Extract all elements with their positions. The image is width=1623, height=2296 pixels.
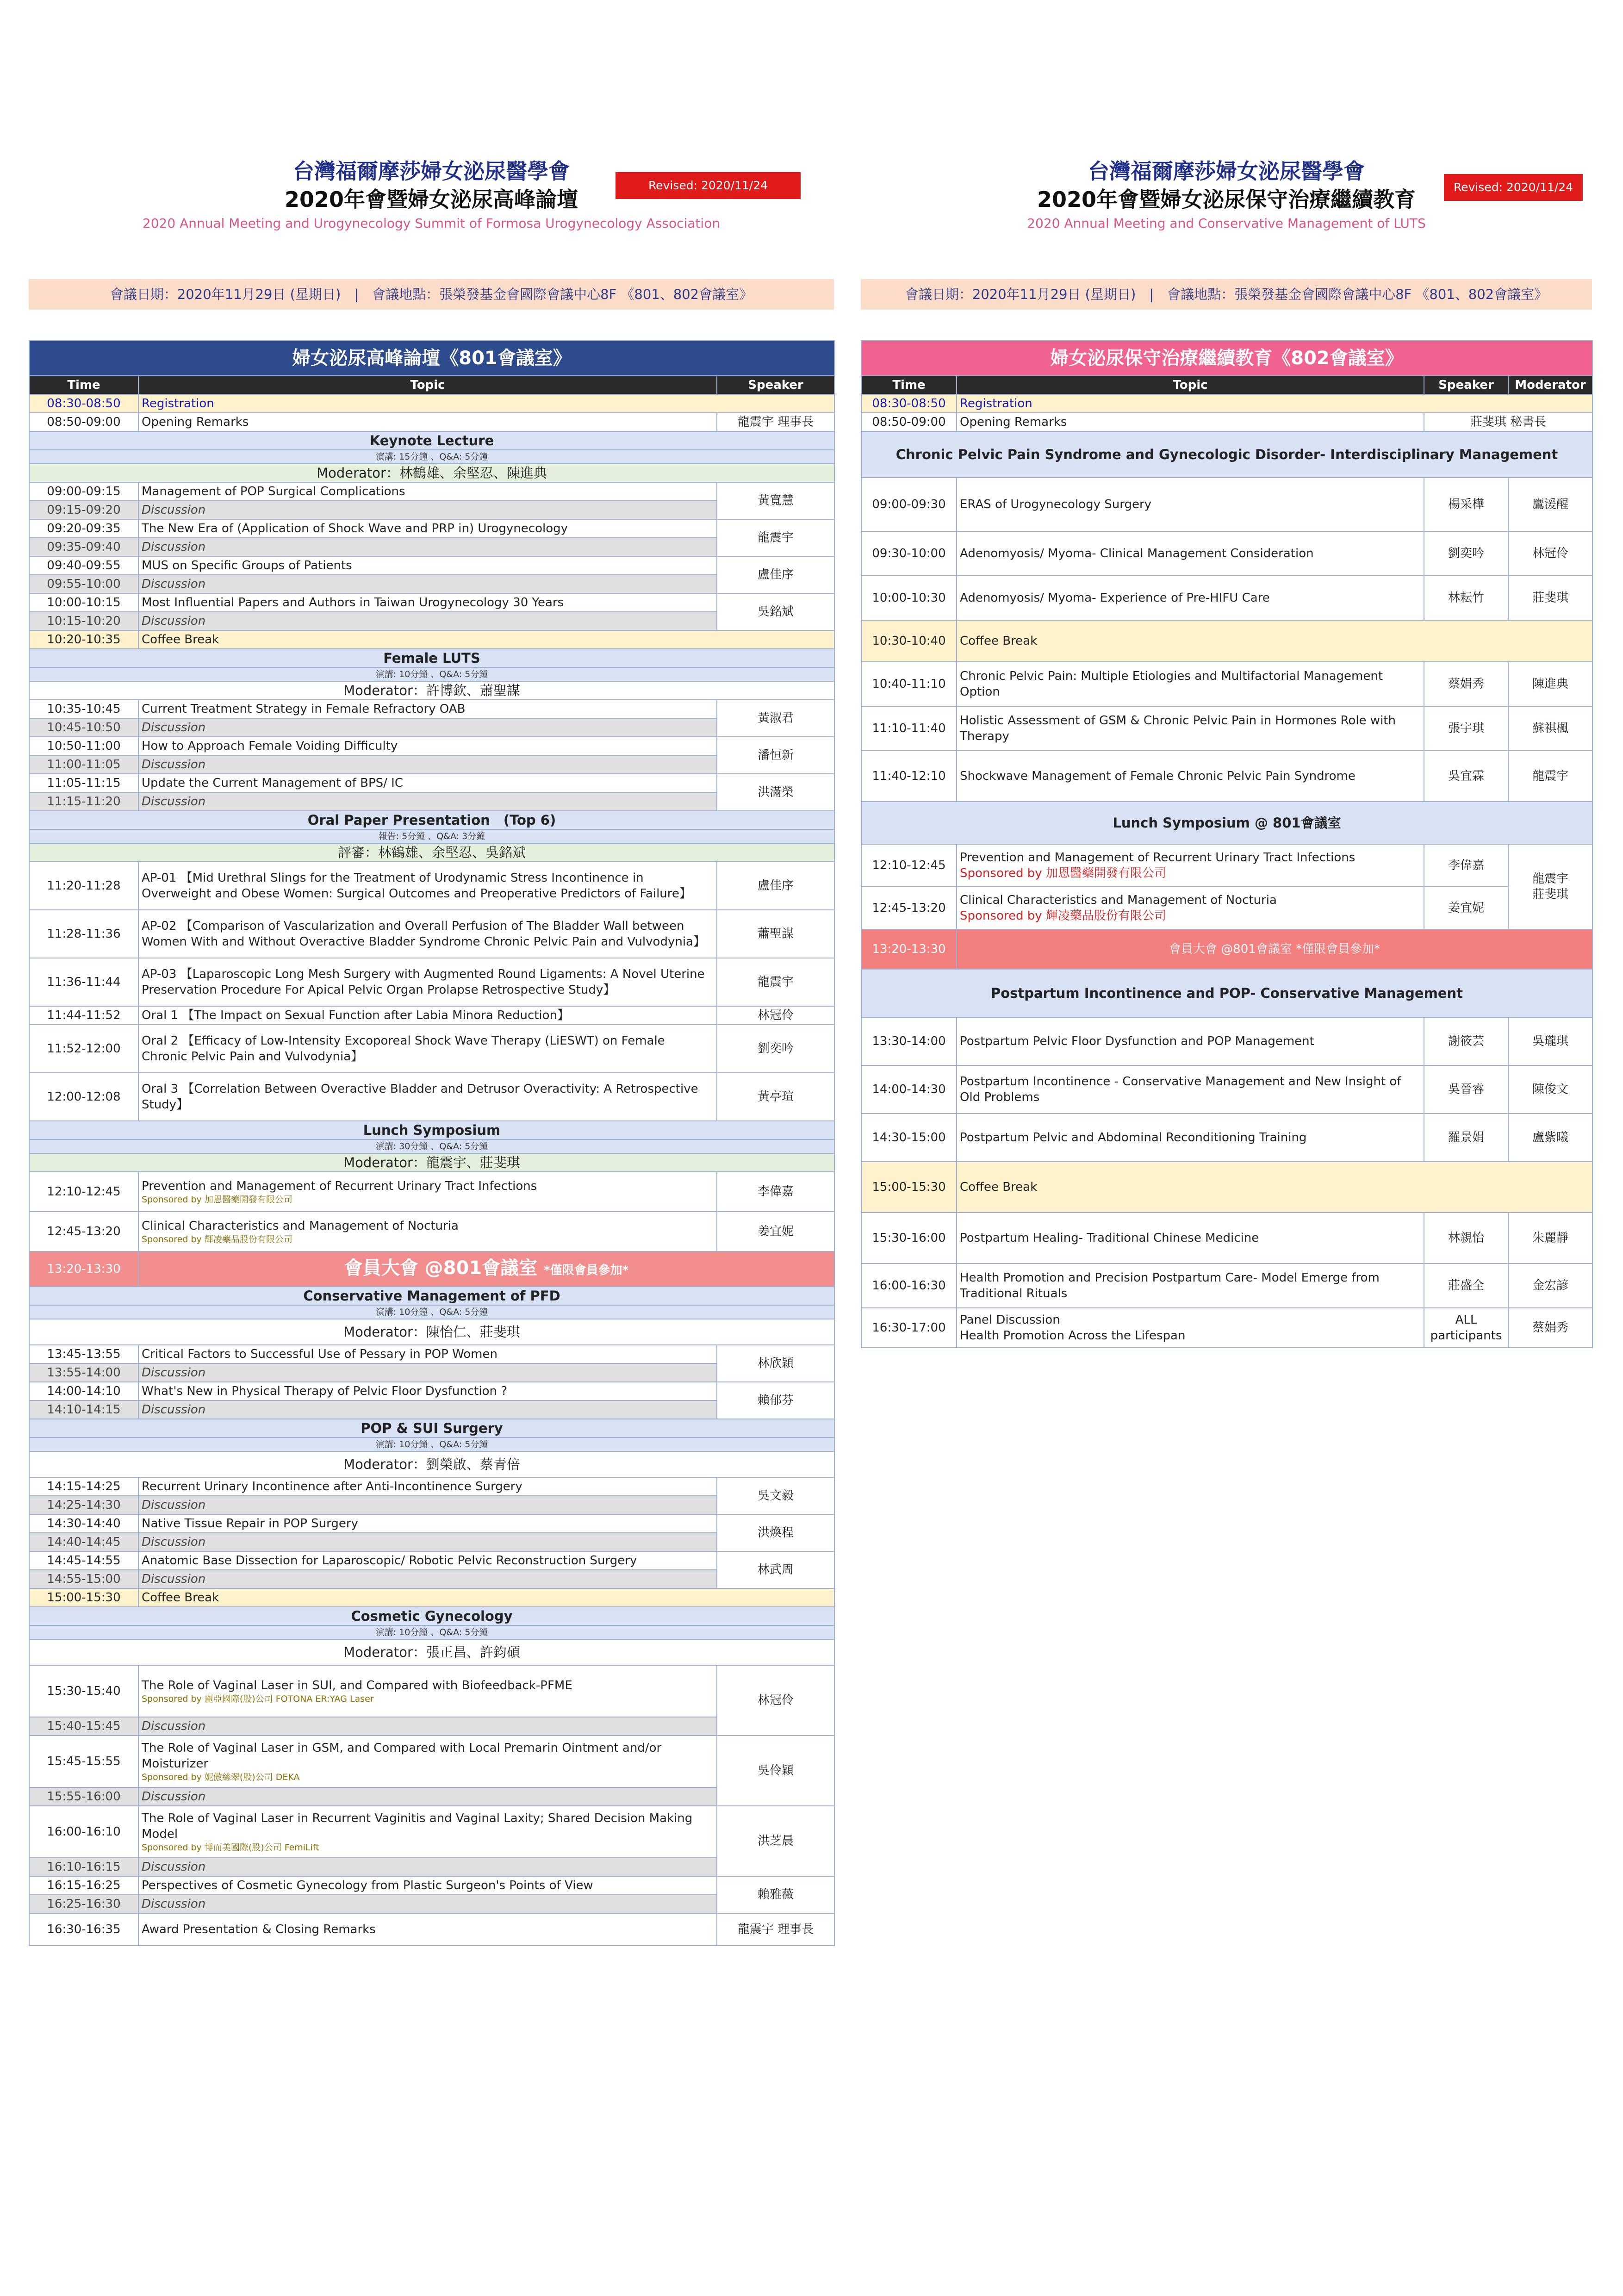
speaker-cell: 謝筱芸 [1424, 1017, 1508, 1065]
time-cell: 11:44-11:52 [29, 1006, 138, 1025]
speaker-cell: 龍震宇 理事長 [717, 413, 834, 431]
time-cell: 10:35-10:45 [29, 700, 138, 718]
time-cell: 11:20-11:28 [29, 862, 138, 910]
section-title: Lunch Symposium @ 801會議室 [861, 802, 1592, 844]
topic-cell: AP-02 【Comparison of Vascularization and Overall Perfusion of The Bladder Wall between Women With and Without Overactive Bladder Syndrome Chronic Pelvic Pain and Vulvodynia】 [138, 910, 717, 958]
time-cell: 11:00-11:05 [29, 755, 138, 774]
speaker-cell: 賴雅薇 [717, 1876, 834, 1913]
time-cell: 11:10-11:40 [861, 706, 957, 751]
time-cell: 15:30-15:40 [29, 1665, 138, 1717]
topic-cell: Management of POP Surgical Complications [138, 482, 717, 501]
speaker-cell: 吳晉睿 [1424, 1065, 1508, 1114]
topic-cell: MUS on Specific Groups of Patients [138, 556, 717, 575]
discussion-cell: Discussion [138, 1895, 717, 1913]
time-cell: 11:28-11:36 [29, 910, 138, 958]
speaker-cell: 吳文毅 [717, 1477, 834, 1514]
topic-cell: How to Approach Female Voiding Difficulty [138, 737, 717, 755]
left-revised-badge: Revised: 2020/11/24 [616, 172, 801, 199]
time-cell: 16:00-16:10 [29, 1806, 138, 1858]
time-cell: 10:00-10:15 [29, 593, 138, 612]
time-cell: 12:45-13:20 [861, 887, 957, 929]
time-cell: 14:30-15:00 [861, 1114, 957, 1162]
moderator-cell: 蔡娟秀 [1508, 1308, 1592, 1348]
col-speaker: Speaker [717, 376, 834, 394]
speaker-cell: 莊盛全 [1424, 1263, 1508, 1308]
section-moderator: 評審：林鶴雄、余堅忍、吳銘斌 [29, 843, 834, 862]
section-title: Lunch Symposium [29, 1121, 834, 1139]
time-cell: 08:30-08:50 [861, 394, 957, 413]
general-meeting-note: *僅限會員參加* [544, 1263, 629, 1277]
sponsor-text: Sponsored by 加恩醫藥開發有限公司 [142, 1195, 292, 1205]
section-title: POP & SUI Surgery [29, 1419, 834, 1437]
time-cell: 15:00-15:30 [29, 1588, 138, 1607]
discussion-cell: Discussion [138, 1570, 717, 1588]
moderator-cell: 龍震宇 莊斐琪 [1508, 844, 1592, 929]
moderator-cell: 金宏諺 [1508, 1263, 1592, 1308]
topic-cell: Chronic Pelvic Pain: Multiple Etiologies and Multifactorial Management Option [957, 662, 1424, 706]
section-title: Chronic Pelvic Pain Syndrome and Gynecologic Disorder- Interdisciplinary Management [861, 431, 1592, 478]
speaker-cell: 黃寬慧 [717, 482, 834, 519]
section-title: Postpartum Incontinence and POP- Conservative Management [861, 969, 1592, 1017]
speaker-cell: 羅景娟 [1424, 1114, 1508, 1162]
col-time: Time [861, 376, 957, 394]
moderator-cell: 盧紫曦 [1508, 1114, 1592, 1162]
time-cell: 12:10-12:45 [29, 1172, 138, 1212]
section-title: Oral Paper Presentation (Top 6) [29, 811, 834, 829]
time-cell: 15:00-15:30 [861, 1162, 957, 1213]
topic-cell: Anatomic Base Dissection for Laparoscopic/ Robotic Pelvic Reconstruction Surgery [138, 1551, 717, 1570]
time-cell: 13:30-14:00 [861, 1017, 957, 1065]
topic-cell: Current Treatment Strategy in Female Refractory OAB [138, 700, 717, 718]
topic-cell [957, 844, 1424, 887]
time-cell: 11:52-12:00 [29, 1025, 138, 1073]
time-cell: 13:20-13:30 [861, 929, 957, 969]
topic-text: The Role of Vaginal Laser in SUI, and Compared with Biofeedback-PFME [142, 1679, 572, 1692]
topic-text: Clinical Characteristics and Management of Nocturia [142, 1219, 459, 1233]
time-cell: 09:40-09:55 [29, 556, 138, 575]
sponsor-text: Sponsored by 輝凌藥品股份有限公司 [960, 909, 1166, 923]
time-cell: 13:20-13:30 [29, 1251, 138, 1287]
moderator-cell: 鷹湲醒 [1508, 478, 1592, 531]
general-meeting-text: 會員大會 @801會議室 [344, 1257, 538, 1279]
moderator-cell: 吳瓏琪 [1508, 1017, 1592, 1065]
topic-cell: Health Promotion and Precision Postpartum Care- Model Emerge from Traditional Rituals [957, 1263, 1424, 1308]
col-topic: Topic [957, 376, 1424, 394]
section-title: Cosmetic Gynecology [29, 1607, 834, 1625]
moderator-cell: 蘇祺楓 [1508, 706, 1592, 751]
speaker-cell: 姜宜妮 [1424, 887, 1508, 929]
speaker-cell: 林耘竹 [1424, 576, 1508, 620]
discussion-cell: Discussion [138, 1858, 717, 1876]
time-cell: 16:30-16:35 [29, 1913, 138, 1946]
discussion-cell: Discussion [138, 612, 717, 630]
speaker-cell: 潘恒新 [717, 737, 834, 774]
time-cell: 12:00-12:08 [29, 1073, 138, 1121]
speaker-cell: 林冠伶 [717, 1006, 834, 1025]
right-info-bar: 會議日期：2020年11月29日 (星期日) | 會議地點：張榮發基金會國際會議中心8F 《801、802會議室》 [861, 279, 1592, 310]
topic-cell: Coffee Break [138, 1588, 834, 1607]
topic-cell: Perspectives of Cosmetic Gynecology from Plastic Surgeon's Points of View [138, 1876, 717, 1895]
time-cell: 16:00-16:30 [861, 1263, 957, 1308]
topic-cell: Recurrent Urinary Incontinence after Anti-Incontinence Surgery [138, 1477, 717, 1496]
section-title: Keynote Lecture [29, 431, 834, 450]
topic-cell: Registration [138, 394, 834, 413]
discussion-cell: Discussion [138, 1533, 717, 1551]
topic-cell: Most Influential Papers and Authors in Taiwan Urogynecology 30 Years [138, 593, 717, 612]
speaker-cell: 洪芝晨 [717, 1806, 834, 1876]
topic-cell: Holistic Assessment of GSM & Chronic Pelvic Pain in Hormones Role with Therapy [957, 706, 1424, 751]
time-cell: 16:10-16:15 [29, 1858, 138, 1876]
topic-cell: Postpartum Pelvic and Abdominal Reconditioning Training [957, 1114, 1424, 1162]
time-cell: 14:00-14:30 [861, 1065, 957, 1114]
topic-text: Prevention and Management of Recurrent Urinary Tract Infections [142, 1179, 537, 1193]
time-cell: 14:10-14:15 [29, 1400, 138, 1419]
speaker-cell: 蔡娟秀 [1424, 662, 1508, 706]
section-note: 演講: 10分鐘 、Q&A: 5分鐘 [29, 667, 834, 681]
speaker-cell: 洪滿榮 [717, 774, 834, 811]
topic-cell: ERAS of Urogynecology Surgery [957, 478, 1424, 531]
time-cell: 14:25-14:30 [29, 1496, 138, 1514]
time-cell: 09:15-09:20 [29, 501, 138, 519]
time-cell: 11:05-11:15 [29, 774, 138, 792]
topic-text: Prevention and Management of Recurrent Urinary Tract Infections [960, 851, 1356, 865]
topic-cell: Shockwave Management of Female Chronic Pelvic Pain Syndrome [957, 751, 1424, 802]
speaker-cell: 盧佳序 [717, 862, 834, 910]
time-cell: 08:30-08:50 [29, 394, 138, 413]
topic-cell [138, 1736, 717, 1787]
time-cell: 12:45-13:20 [29, 1212, 138, 1251]
time-cell: 16:25-16:30 [29, 1895, 138, 1913]
speaker-cell: 林武周 [717, 1551, 834, 1588]
moderator-cell: 莊斐琪 [1508, 576, 1592, 620]
discussion-cell: Discussion [138, 575, 717, 593]
section-note: 演講: 30分鐘 、Q&A: 5分鐘 [29, 1139, 834, 1153]
right-revised-badge: Revised: 2020/11/24 [1444, 174, 1583, 201]
time-cell: 10:15-10:20 [29, 612, 138, 630]
discussion-cell: Discussion [138, 1496, 717, 1514]
section-note: 報告: 5分鐘 、Q&A: 3分鐘 [29, 829, 834, 843]
left-room-title: 婦女泌尿高峰論壇《801會議室》 [29, 341, 834, 376]
time-cell: 09:20-09:35 [29, 519, 138, 538]
moderator-cell: 林冠伶 [1508, 531, 1592, 576]
section-note: 演講: 10分鐘 、Q&A: 5分鐘 [29, 1305, 834, 1319]
topic-cell: Oral 1 【The Impact on Sexual Function after Labia Minora Reduction】 [138, 1006, 717, 1025]
topic-cell: AP-03 【Laparoscopic Long Mesh Surgery with Augmented Round Ligaments: A Novel Uterine Preservation Procedure For Apical Pelvic Organ Prolapse Retrospective Study】 [138, 958, 717, 1006]
sponsor-text: Sponsored by 麗亞國際(股)公司 FOTONA ER:YAG Laser [142, 1694, 374, 1704]
time-cell: 11:15-11:20 [29, 792, 138, 811]
speaker-cell: 吳伶穎 [717, 1736, 834, 1806]
time-cell: 10:20-10:35 [29, 630, 138, 649]
sponsor-text: Sponsored by 輝凌藥品股份有限公司 [142, 1234, 292, 1244]
left-subtitle-zh: 2020年會暨婦女泌尿高峰論壇 [284, 187, 578, 212]
speaker-cell: 賴郁芬 [717, 1382, 834, 1419]
topic-cell: Postpartum Healing- Traditional Chinese Medicine [957, 1213, 1424, 1263]
time-cell: 13:55-14:00 [29, 1363, 138, 1382]
speaker-cell: 姜宜妮 [717, 1212, 834, 1251]
speaker-cell: 盧佳序 [717, 556, 834, 593]
sponsor-text: Sponsored by 博而美國際(股)公司 FemiLift [142, 1842, 319, 1853]
time-cell: 14:40-14:45 [29, 1533, 138, 1551]
time-cell: 10:45-10:50 [29, 718, 138, 737]
right-subtitle-zh: 2020年會暨婦女泌尿保守治療繼續教育 [1037, 187, 1416, 212]
left-info-bar: 會議日期：2020年11月29日 (星期日) | 會議地點：張榮發基金會國際會議中心8F 《801、802會議室》 [29, 279, 834, 310]
time-cell: 16:30-17:00 [861, 1308, 957, 1348]
general-meeting-cell [138, 1251, 834, 1287]
speaker-cell: 劉奕吟 [717, 1025, 834, 1073]
right-room-title: 婦女泌尿保守治療繼續教育《802會議室》 [861, 341, 1592, 376]
topic-cell: What's New in Physical Therapy of Pelvic Floor Dysfunction ? [138, 1382, 717, 1400]
topic-cell: Adenomyosis/ Myoma- Experience of Pre-HIFU Care [957, 576, 1424, 620]
col-moderator: Moderator [1508, 376, 1592, 394]
col-time: Time [29, 376, 138, 394]
time-cell: 15:55-16:00 [29, 1787, 138, 1806]
moderator-cell: 陳俊文 [1508, 1065, 1592, 1114]
time-cell: 09:00-09:30 [861, 478, 957, 531]
sponsor-text: Sponsored by 加恩醫藥開發有限公司 [960, 866, 1166, 880]
topic-cell [957, 887, 1424, 929]
topic-cell: Opening Remarks [957, 413, 1424, 431]
topic-cell: Update the Current Management of BPS/ IC [138, 774, 717, 792]
topic-cell: Adenomyosis/ Myoma- Clinical Management Consideration [957, 531, 1424, 576]
discussion-cell: Discussion [138, 1787, 717, 1806]
discussion-cell: Discussion [138, 1363, 717, 1382]
time-cell: 09:35-09:40 [29, 538, 138, 556]
discussion-cell: Discussion [138, 718, 717, 737]
time-cell: 10:50-11:00 [29, 737, 138, 755]
speaker-cell: 林欣穎 [717, 1345, 834, 1382]
section-note: 演講: 15分鐘 、Q&A: 5分鐘 [29, 450, 834, 464]
left-title-zh: 台灣福爾摩莎婦女泌尿醫學會 [293, 159, 570, 184]
moderator-cell: 陳進典 [1508, 662, 1592, 706]
discussion-cell: Discussion [138, 501, 717, 519]
section-note: 演講: 10分鐘 、Q&A: 5分鐘 [29, 1625, 834, 1639]
topic-cell: Coffee Break [138, 630, 834, 649]
topic-text: Clinical Characteristics and Management of Nocturia [960, 893, 1277, 907]
section-moderator: Moderator：張正昌、許鈞碩 [29, 1639, 834, 1665]
section-moderator: Moderator：林鶴雄、余堅忍、陳進典 [29, 464, 834, 482]
col-topic: Topic [138, 376, 717, 394]
section-moderator: Moderator：劉榮啟、蔡青倍 [29, 1451, 834, 1477]
col-speaker: Speaker [1424, 376, 1508, 394]
speaker-cell: 林親怡 [1424, 1213, 1508, 1263]
speaker-cell: 吳銘斌 [717, 593, 834, 630]
topic-cell [138, 1806, 717, 1858]
speaker-cell: 莊斐琪 秘書長 [1424, 413, 1592, 431]
time-cell: 11:40-12:10 [861, 751, 957, 802]
time-cell: 14:00-14:10 [29, 1382, 138, 1400]
discussion-cell: Discussion [138, 1400, 717, 1419]
time-cell: 10:00-10:30 [861, 576, 957, 620]
speaker-cell: 洪煥程 [717, 1514, 834, 1551]
section-note: 演講: 10分鐘 、Q&A: 5分鐘 [29, 1437, 834, 1451]
general-meeting-cell: 會員大會 @801會議室 *僅限會員參加* [957, 929, 1592, 969]
speaker-cell: 劉奕吟 [1424, 531, 1508, 576]
discussion-cell: Discussion [138, 1717, 717, 1736]
right-title-zh: 台灣福爾摩莎婦女泌尿醫學會 [1088, 159, 1365, 184]
speaker-cell: 龍震宇 [717, 958, 834, 1006]
speaker-cell: 林冠伶 [717, 1665, 834, 1736]
time-cell: 09:00-09:15 [29, 482, 138, 501]
topic-cell: Postpartum Pelvic Floor Dysfunction and POP Management [957, 1017, 1424, 1065]
time-cell: 14:45-14:55 [29, 1551, 138, 1570]
speaker-cell: 黃亭瑄 [717, 1073, 834, 1121]
topic-cell [138, 1212, 717, 1251]
section-moderator: Moderator：龍震宇、莊斐琪 [29, 1153, 834, 1172]
topic-cell: Oral 3 【Correlation Between Overactive Bladder and Detrusor Overactivity: A Retrospective Study】 [138, 1073, 717, 1121]
right-schedule-table [861, 340, 1593, 1348]
topic-cell: Native Tissue Repair in POP Surgery [138, 1514, 717, 1533]
topic-cell: Coffee Break [957, 620, 1592, 662]
topic-text: The Role of Vaginal Laser in GSM, and Compared with Local Premarin Ointment and/or Moisturizer [142, 1741, 662, 1771]
left-title-en: 2020 Annual Meeting and Urogynecology Summit of Formosa Urogynecology Association [142, 216, 721, 231]
topic-cell: Critical Factors to Successful Use of Pessary in POP Women [138, 1345, 717, 1363]
time-cell: 10:40-11:10 [861, 662, 957, 706]
sponsor-text: Sponsored by 妮傲絲翠(股)公司 DEKA [142, 1772, 300, 1782]
moderator-cell: 龍震宇 [1508, 751, 1592, 802]
time-cell: 12:10-12:45 [861, 844, 957, 887]
section-title: Female LUTS [29, 649, 834, 667]
speaker-cell: 吳宜霖 [1424, 751, 1508, 802]
section-moderator: Moderator：陳怡仁、莊斐琪 [29, 1319, 834, 1345]
time-cell: 14:55-15:00 [29, 1570, 138, 1588]
section-moderator: Moderator：許博欽、蕭聖謀 [29, 681, 834, 700]
left-schedule-table [29, 340, 835, 1946]
speaker-cell: 黃淑君 [717, 700, 834, 737]
time-cell: 15:45-15:55 [29, 1736, 138, 1787]
time-cell: 10:30-10:40 [861, 620, 957, 662]
time-cell: 16:15-16:25 [29, 1876, 138, 1895]
topic-cell: AP-01 【Mid Urethral Slings for the Treatment of Urodynamic Stress Incontinence in Overweight and Obese Women: Surgical Outcomes and Preoperative Predictors of Failure】 [138, 862, 717, 910]
topic-cell: Oral 2 【Efficacy of Low-Intensity Excoporeal Shock Wave Therapy (LiESWT) on Female Chronic Pelvic Pain and Vulvodynia】 [138, 1025, 717, 1073]
time-cell: 09:55-10:00 [29, 575, 138, 593]
time-cell: 15:30-16:00 [861, 1213, 957, 1263]
section-title: Conservative Management of PFD [29, 1287, 834, 1305]
topic-cell: The New Era of (Application of Shock Wave and PRP in) Urogynecology [138, 519, 717, 538]
topic-cell: Award Presentation & Closing Remarks [138, 1913, 717, 1946]
speaker-cell: 李偉嘉 [1424, 844, 1508, 887]
time-cell: 14:30-14:40 [29, 1514, 138, 1533]
time-cell: 15:40-15:45 [29, 1717, 138, 1736]
speaker-cell: 龍震宇 [717, 519, 834, 556]
topic-cell: Panel Discussion Health Promotion Across the Lifespan [957, 1308, 1424, 1348]
topic-cell: Registration [957, 394, 1592, 413]
speaker-cell: 龍震宇 理事長 [717, 1913, 834, 1946]
topic-cell: Postpartum Incontinence - Conservative Management and New Insight of Old Problems [957, 1065, 1424, 1114]
time-cell: 09:30-10:00 [861, 531, 957, 576]
speaker-cell: 蕭聖謀 [717, 910, 834, 958]
speaker-cell: 楊采樺 [1424, 478, 1508, 531]
time-cell: 13:45-13:55 [29, 1345, 138, 1363]
topic-cell: Coffee Break [957, 1162, 1592, 1213]
speaker-cell: 張宇琪 [1424, 706, 1508, 751]
discussion-cell: Discussion [138, 538, 717, 556]
speaker-cell: ALL participants [1424, 1308, 1508, 1348]
discussion-cell: Discussion [138, 792, 717, 811]
topic-cell [138, 1665, 717, 1717]
time-cell: 08:50-09:00 [861, 413, 957, 431]
time-cell: 11:36-11:44 [29, 958, 138, 1006]
topic-text: The Role of Vaginal Laser in Recurrent Vaginitis and Vaginal Laxity; Shared Decision Making Model [142, 1811, 693, 1841]
time-cell: 08:50-09:00 [29, 413, 138, 431]
topic-cell [138, 1172, 717, 1212]
time-cell: 14:15-14:25 [29, 1477, 138, 1496]
discussion-cell: Discussion [138, 755, 717, 774]
moderator-cell: 朱麗靜 [1508, 1213, 1592, 1263]
speaker-cell: 李偉嘉 [717, 1172, 834, 1212]
right-title-en: 2020 Annual Meeting and Conservative Management of LUTS [1027, 216, 1426, 231]
topic-cell: Opening Remarks [138, 413, 717, 431]
